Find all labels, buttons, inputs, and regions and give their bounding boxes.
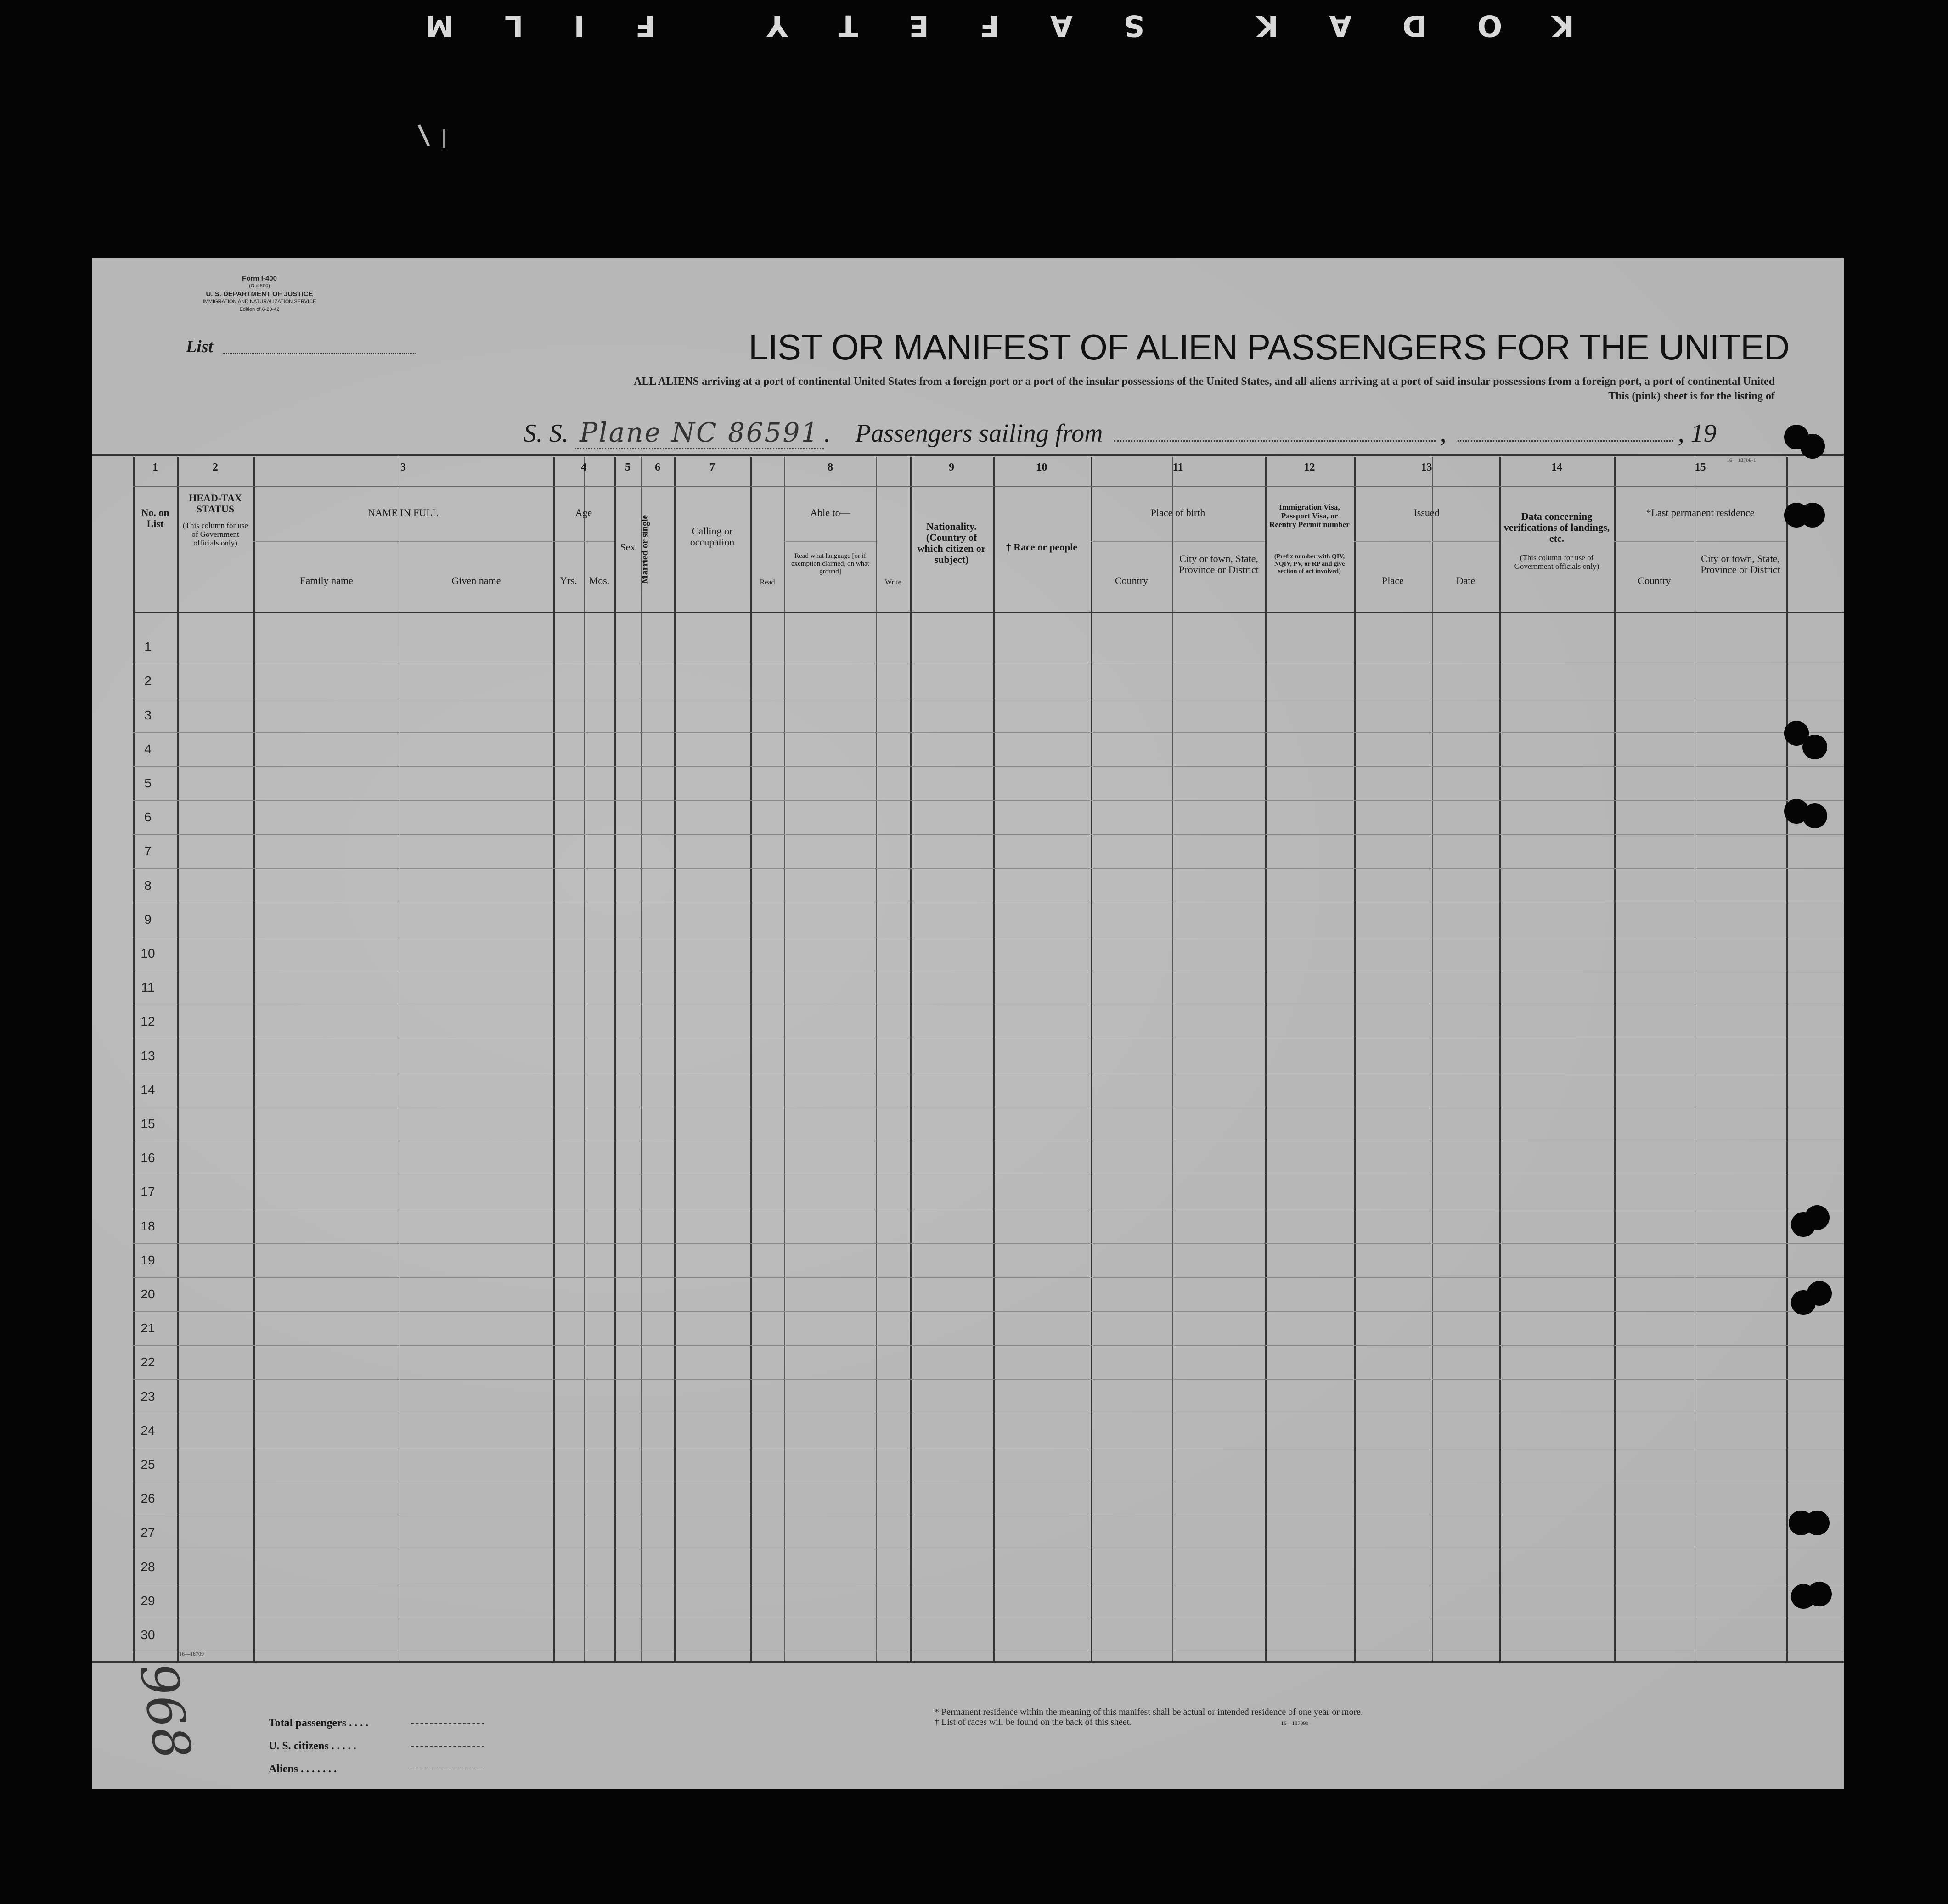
film-edge-text: KODAK SAFETY FILM	[374, 8, 1574, 42]
manifest-sheet	[92, 258, 1844, 1789]
year-label: 19	[1690, 419, 1717, 448]
col-number: 9	[949, 461, 954, 473]
row-number: 2	[144, 674, 152, 688]
hdr-nationality: Nationality. (Country of which citizen or subject)	[917, 521, 986, 565]
punch-hole	[1807, 1582, 1832, 1606]
us-citizens-field[interactable]	[411, 1746, 484, 1747]
film-edge	[0, 0, 1948, 51]
row-rule	[133, 800, 1844, 801]
list-label: List	[186, 337, 214, 356]
row-number: 6	[144, 810, 152, 825]
department: U. S. DEPARTMENT OF JUSTICE	[206, 290, 313, 298]
col-number: 15	[1695, 461, 1706, 473]
row-number: 28	[141, 1559, 155, 1574]
row-number: 20	[141, 1286, 155, 1301]
hdr-read: Read	[760, 579, 775, 586]
row-number: 11	[141, 980, 155, 995]
old-number: (Old 500)	[249, 283, 270, 289]
aliens-label: Aliens . . . . . . .	[269, 1763, 337, 1775]
row-number: 4	[144, 741, 152, 756]
hdr-head-tax-note: (This column for use of Government officials only)	[182, 521, 248, 547]
handwritten-number: 968	[128, 1658, 203, 1764]
us-citizens-label: U. S. citizens . . . . .	[269, 1740, 356, 1752]
col-number: 1	[152, 461, 158, 473]
ship-name: Plane NC 86591	[575, 417, 824, 449]
punch-hole	[1805, 1511, 1830, 1535]
hdr-country: Country	[1115, 575, 1149, 586]
service: IMMIGRATION AND NATURALIZATION SERVICE	[203, 299, 316, 304]
form-code: 16—18709	[179, 1651, 204, 1657]
hdr-city-town: City or town, State, Province or District	[1179, 553, 1259, 575]
hdr-name-in-full: NAME IN FULL	[368, 507, 439, 518]
footer-rule	[92, 1661, 1844, 1663]
hdr-write: Write	[885, 579, 901, 586]
row-number: 25	[141, 1457, 155, 1472]
hdr-place: Place	[1382, 575, 1404, 586]
ss-label: S. S.	[524, 419, 569, 448]
manifest-grid	[133, 457, 1844, 1661]
row-number: 14	[141, 1082, 155, 1097]
footnote-races: † List of races will be found on the back of this sheet.	[935, 1717, 1132, 1727]
row-number: 30	[141, 1627, 155, 1642]
sailing-label: Passengers sailing from	[855, 419, 1103, 448]
film-scratch	[443, 129, 445, 148]
row-number: 12	[141, 1014, 155, 1029]
punch-hole	[1805, 1205, 1830, 1230]
row-rule	[133, 1243, 1844, 1244]
subtitle-2: This (pink) sheet is for the listing of	[1608, 390, 1775, 402]
row-rule	[133, 1379, 1844, 1380]
hdr-data-note: (This column for use of Government officials only)	[1514, 553, 1599, 571]
hdr-mos: Mos.	[589, 575, 610, 586]
hdr-last-residence: *Last permanent residence	[1646, 507, 1755, 518]
row-number: 16	[141, 1151, 155, 1165]
hdr-sex: Sex	[620, 541, 636, 553]
col-number: 10	[1036, 461, 1047, 473]
page-title: LIST OR MANIFEST OF ALIEN PASSENGERS FOR THE UNITED	[749, 327, 1790, 367]
top-rule	[92, 454, 1844, 456]
col-number: 14	[1551, 461, 1562, 473]
hdr-visa: Immigration Visa, Passport Visa, or Reentry Permit number	[1269, 503, 1350, 529]
hdr-calling: Calling or occupation	[690, 525, 735, 548]
hdr-family-name: Family name	[300, 575, 353, 586]
row-number: 24	[141, 1423, 155, 1438]
row-rule	[133, 1311, 1844, 1312]
col-number: 6	[655, 461, 660, 473]
row-number: 1	[144, 640, 152, 654]
total-passengers-label: Total passengers . . . .	[269, 1717, 369, 1729]
hdr-married: Married or single	[640, 515, 650, 584]
hdr-res-city: City or town, State, Province or District	[1700, 553, 1780, 575]
hdr-issued: Issued	[1413, 507, 1440, 518]
hdr-no-on-list: No. on List	[141, 507, 169, 529]
form-id: Form I-400	[242, 275, 277, 282]
col-number: 12	[1304, 461, 1315, 473]
row-number: 29	[141, 1593, 155, 1608]
row-number: 23	[141, 1389, 155, 1404]
col-number: 11	[1172, 461, 1183, 473]
footnote-code: 16—18709b	[1281, 1720, 1309, 1726]
col-number: 5	[625, 461, 631, 473]
col-number: 3	[400, 461, 406, 473]
agency-block	[177, 275, 342, 314]
row-number: 21	[141, 1321, 155, 1336]
punch-hole	[1800, 503, 1825, 528]
row-rule	[133, 766, 1844, 767]
edition: Edition of 6-20-42	[239, 307, 280, 312]
row-number: 5	[144, 775, 152, 790]
film-scratch	[418, 124, 430, 146]
punch-hole	[1800, 434, 1825, 459]
date-line	[1458, 440, 1673, 442]
footnote-residence: * Permanent residence within the meaning of this manifest shall be actual or intended residence of one year or more.	[935, 1707, 1363, 1717]
totals-block	[269, 1712, 484, 1780]
hdr-date: Date	[1456, 575, 1475, 586]
form-code-right: 16—18709-1	[1727, 457, 1756, 463]
ship-row: S. S. Plane NC 86591 . Passengers sailing from , , 19	[524, 417, 1717, 448]
row-number: 22	[141, 1355, 155, 1370]
hdr-visa-note: (Prefix number with QIV, NQIV, PV, or RP and give section of act involved)	[1274, 553, 1345, 575]
subtitle: ALL ALIENS arriving at a port of continental United States from a foreign port or a port of the insular possessions of the United States, and all aliens arriving at a port of said insular possessions from a foreign port, a port of continental United	[634, 376, 1775, 388]
hdr-res-country: Country	[1638, 575, 1671, 586]
hdr-race: † Race or people	[1006, 541, 1078, 553]
total-passengers-field[interactable]	[411, 1723, 484, 1724]
row-number: 17	[141, 1185, 155, 1199]
col-number: 8	[828, 461, 833, 473]
col-number: 4	[581, 461, 586, 473]
row-number: 10	[141, 946, 155, 960]
row-rule	[133, 732, 1844, 733]
row-number: 18	[141, 1219, 155, 1233]
row-number: 9	[144, 912, 152, 927]
list-line	[223, 353, 416, 354]
footnotes	[935, 1707, 1363, 1728]
col-number: 13	[1421, 461, 1432, 473]
hdr-given-name: Given name	[451, 575, 501, 586]
hdr-yrs: Yrs.	[560, 575, 577, 586]
row-number: 27	[141, 1525, 155, 1540]
col-number: 7	[709, 461, 715, 473]
hdr-read-language: Read what language [or if exemption claimed, on what ground]	[791, 552, 869, 575]
row-number: 8	[144, 878, 152, 893]
punch-hole	[1802, 735, 1827, 759]
row-number: 26	[141, 1491, 155, 1506]
row-number: 19	[141, 1252, 155, 1267]
hdr-data-landings: Data concerning verifications of landings, etc.	[1503, 511, 1610, 544]
hdr-able-to: Able to—	[810, 507, 850, 518]
col-number: 2	[213, 461, 218, 473]
row-rule	[133, 1345, 1844, 1346]
row-number: 13	[141, 1048, 155, 1063]
hdr-age: Age	[575, 507, 592, 518]
punch-hole	[1802, 803, 1827, 828]
row-number: 7	[144, 844, 152, 859]
subtitle-block	[634, 374, 1775, 404]
hdr-head-tax: HEAD-TAX STATUS	[189, 492, 242, 515]
row-rule	[133, 1277, 1844, 1278]
row-number: 3	[144, 708, 152, 722]
hdr-place-of-birth: Place of birth	[1150, 507, 1205, 518]
row-rule	[133, 834, 1844, 835]
punch-hole	[1807, 1281, 1832, 1306]
sailing-line	[1114, 440, 1436, 442]
row-rule	[133, 868, 1844, 869]
row-number: 15	[141, 1116, 155, 1131]
